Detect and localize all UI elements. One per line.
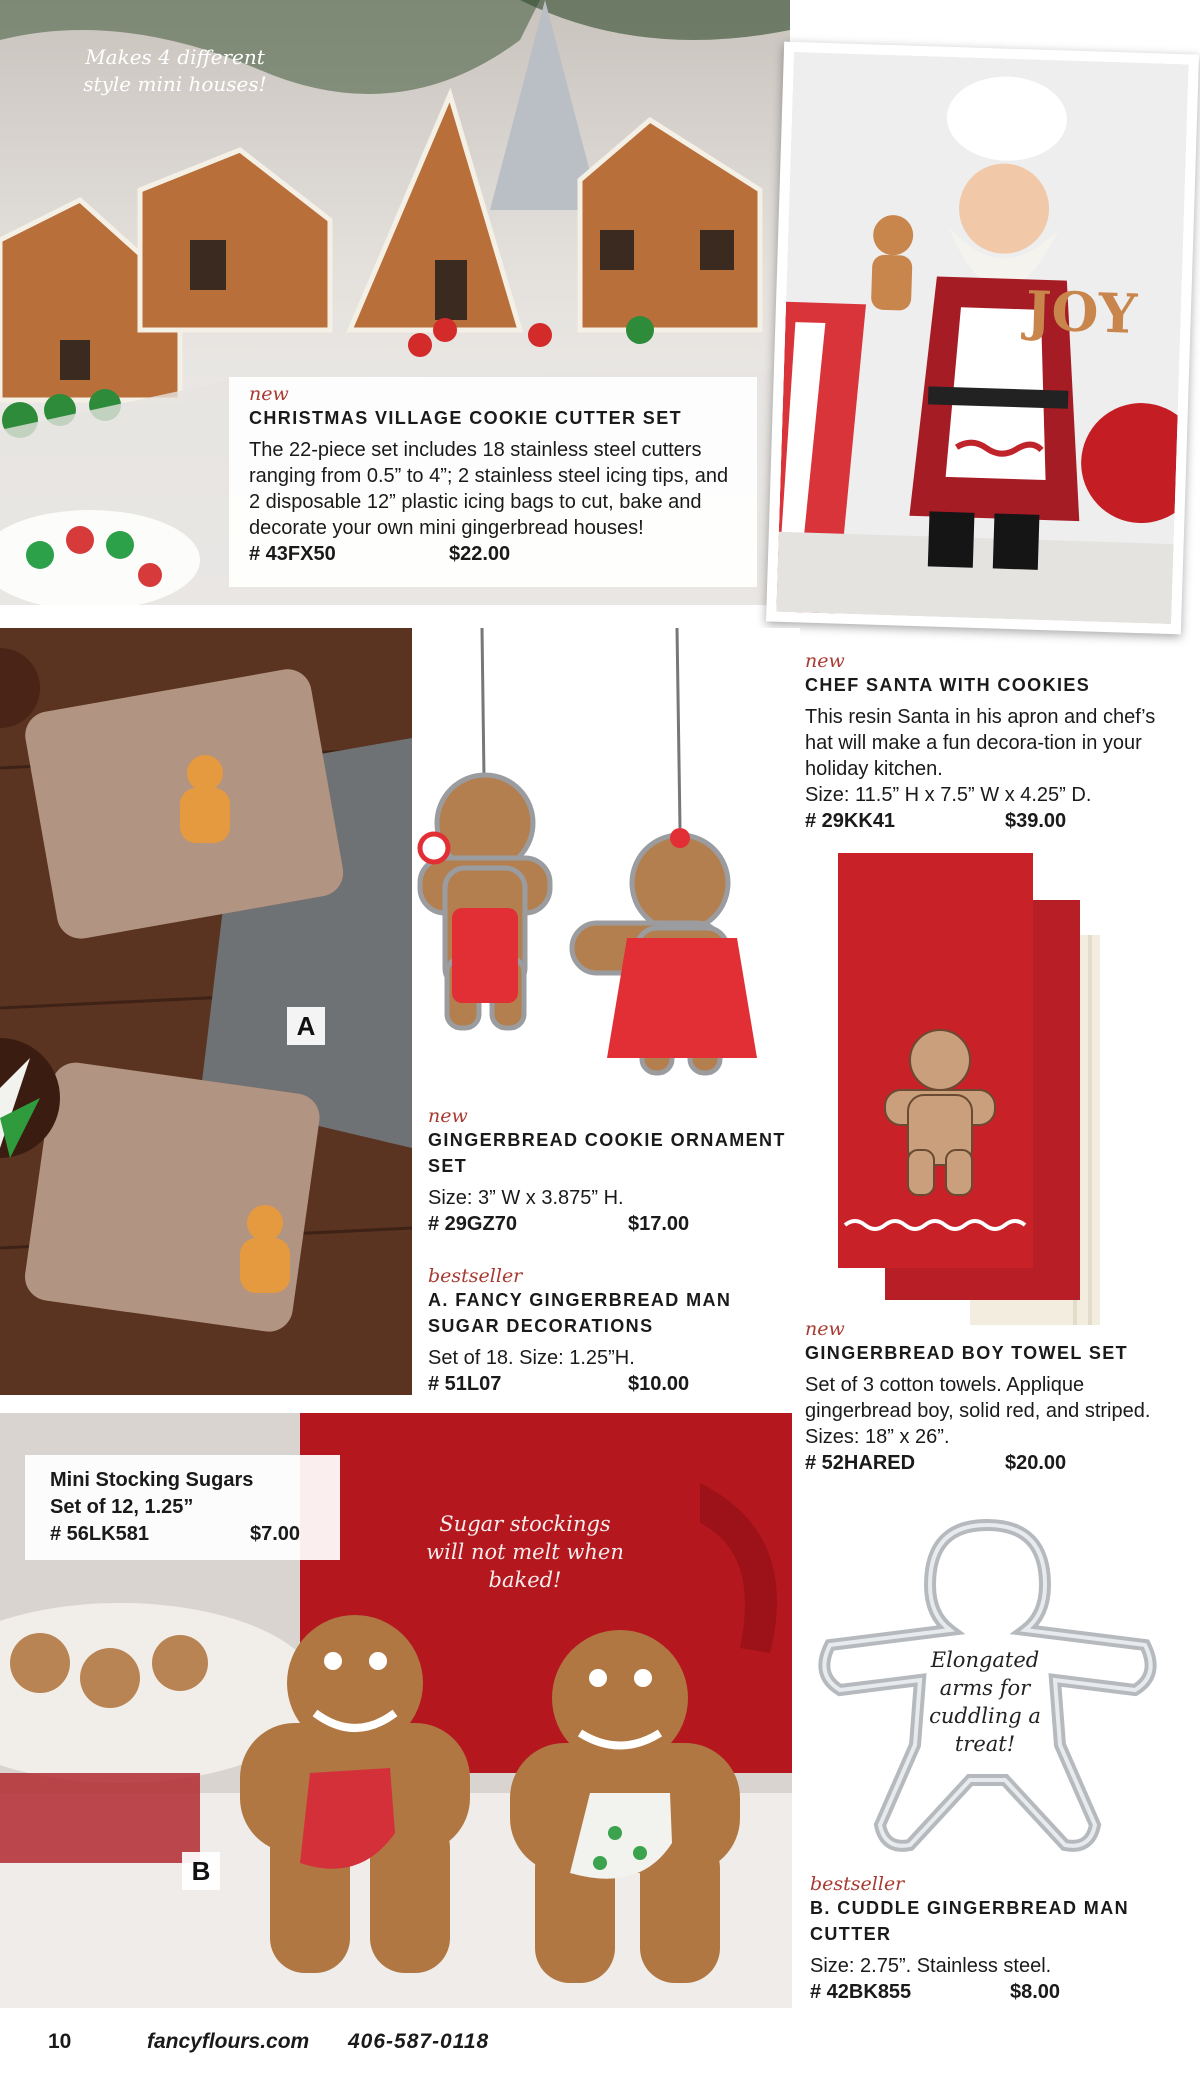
product-description: The 22-piece set includes 18 stainless steel cutters ranging from 0.5” to 4”; 2 stainless steel icing tips, and 2 disposable 12” plastic icing bags to cut, bake and decorate your own mini gingerbread houses! [249, 439, 729, 539]
sku-price-row [249, 541, 737, 567]
sku: # 29GZ70 [428, 1213, 517, 1235]
price: $20.00 [1005, 1452, 1067, 1474]
santa-photo [776, 52, 1188, 624]
product-title: GINGERBREAD COOKIE ORNAMENT SET [428, 1130, 786, 1176]
price: $8.00 [1010, 1981, 1061, 2003]
price: $17.00 [628, 1213, 690, 1235]
product-title: B. CUDDLE GINGERBREAD MAN CUTTER [810, 1898, 1130, 1944]
website-link[interactable]: fancyflours.com [147, 2030, 310, 2053]
sku-price-row [428, 1371, 788, 1397]
price: $7.00 [250, 1523, 301, 1545]
sku-price-row [805, 1450, 1165, 1476]
product-card-towel [805, 1318, 1165, 1476]
phone-number[interactable]: 406-587-0118 [348, 2030, 490, 2053]
santa-photo-frame [766, 42, 1199, 635]
page-number: 10 [48, 2030, 72, 2053]
sku: # 56LK581 [50, 1523, 149, 1545]
product-card-santa [805, 650, 1165, 834]
sugar-decorations-photo [0, 628, 412, 1395]
product-size: Size: 11.5” H x 7.5” W x 4.25” D. [805, 784, 1092, 806]
product-tag: new [249, 383, 289, 405]
product-title: GINGERBREAD BOY TOWEL SET [805, 1343, 1129, 1363]
product-card-cutter [810, 1873, 1170, 2005]
product-description: This resin Santa in his apron and chef’s hat will make a fun decora-tion in your holiday kitchen. [805, 706, 1156, 780]
product-tag: bestseller [810, 1873, 905, 1895]
product-title: CHEF SANTA WITH COOKIES [805, 675, 1091, 695]
sku-price-row [50, 1521, 315, 1547]
product-subtitle: Set of 12, 1.25” [50, 1496, 194, 1518]
product-tag: new [805, 650, 845, 672]
sku-price-row [428, 1211, 788, 1237]
product-size: Set of 18. Size: 1.25”H. [428, 1347, 635, 1369]
page-footer [0, 2020, 1200, 2070]
product-title: Mini Stocking Sugars [50, 1469, 254, 1491]
sku-price-row [810, 1979, 1170, 2005]
ornament-photo [412, 628, 800, 1118]
sku-price-row [805, 808, 1165, 834]
callout-sugar: Sugar stockings will not melt when baked! [426, 1512, 624, 1592]
product-size: Size: 2.75”. Stainless steel. [810, 1955, 1052, 1977]
sku: # 42BK855 [810, 1981, 912, 2003]
product-card-village [229, 377, 757, 587]
product-tag: new [428, 1105, 468, 1127]
product-title: A. FANCY GINGERBREAD MAN SUGAR DECORATIONS [428, 1290, 732, 1336]
product-title: CHRISTMAS VILLAGE COOKIE CUTTER SET [249, 408, 683, 428]
svg-text:JOY: JOY [1024, 278, 1138, 346]
callout-cutter: Elongated arms for cuddling a treat! [929, 1648, 1041, 1756]
product-tag: new [805, 1318, 845, 1340]
product-card-fancy [428, 1265, 788, 1397]
product-card-stocking [25, 1455, 340, 1560]
product-size: Size: 3” W x 3.875” H. [428, 1187, 624, 1209]
price: $39.00 [1005, 810, 1067, 832]
price: $10.00 [628, 1373, 690, 1395]
sku: # 51L07 [428, 1373, 502, 1395]
badge-a: A [287, 1007, 325, 1045]
sku: # 52HARED [805, 1452, 916, 1474]
callout-houses: Makes 4 different style mini houses! [83, 45, 267, 96]
sku: # 43FX50 [249, 543, 336, 565]
product-tag: bestseller [428, 1265, 523, 1287]
sku: # 29KK41 [805, 810, 896, 832]
badge-b: B [182, 1852, 220, 1890]
towel-photo [820, 845, 1130, 1335]
product-card-ornament [428, 1105, 788, 1237]
product-description: Set of 3 cotton towels. Applique gingerbread boy, solid red, and striped. Sizes: 18” x 26”. [805, 1374, 1151, 1448]
price: $22.00 [449, 543, 511, 565]
